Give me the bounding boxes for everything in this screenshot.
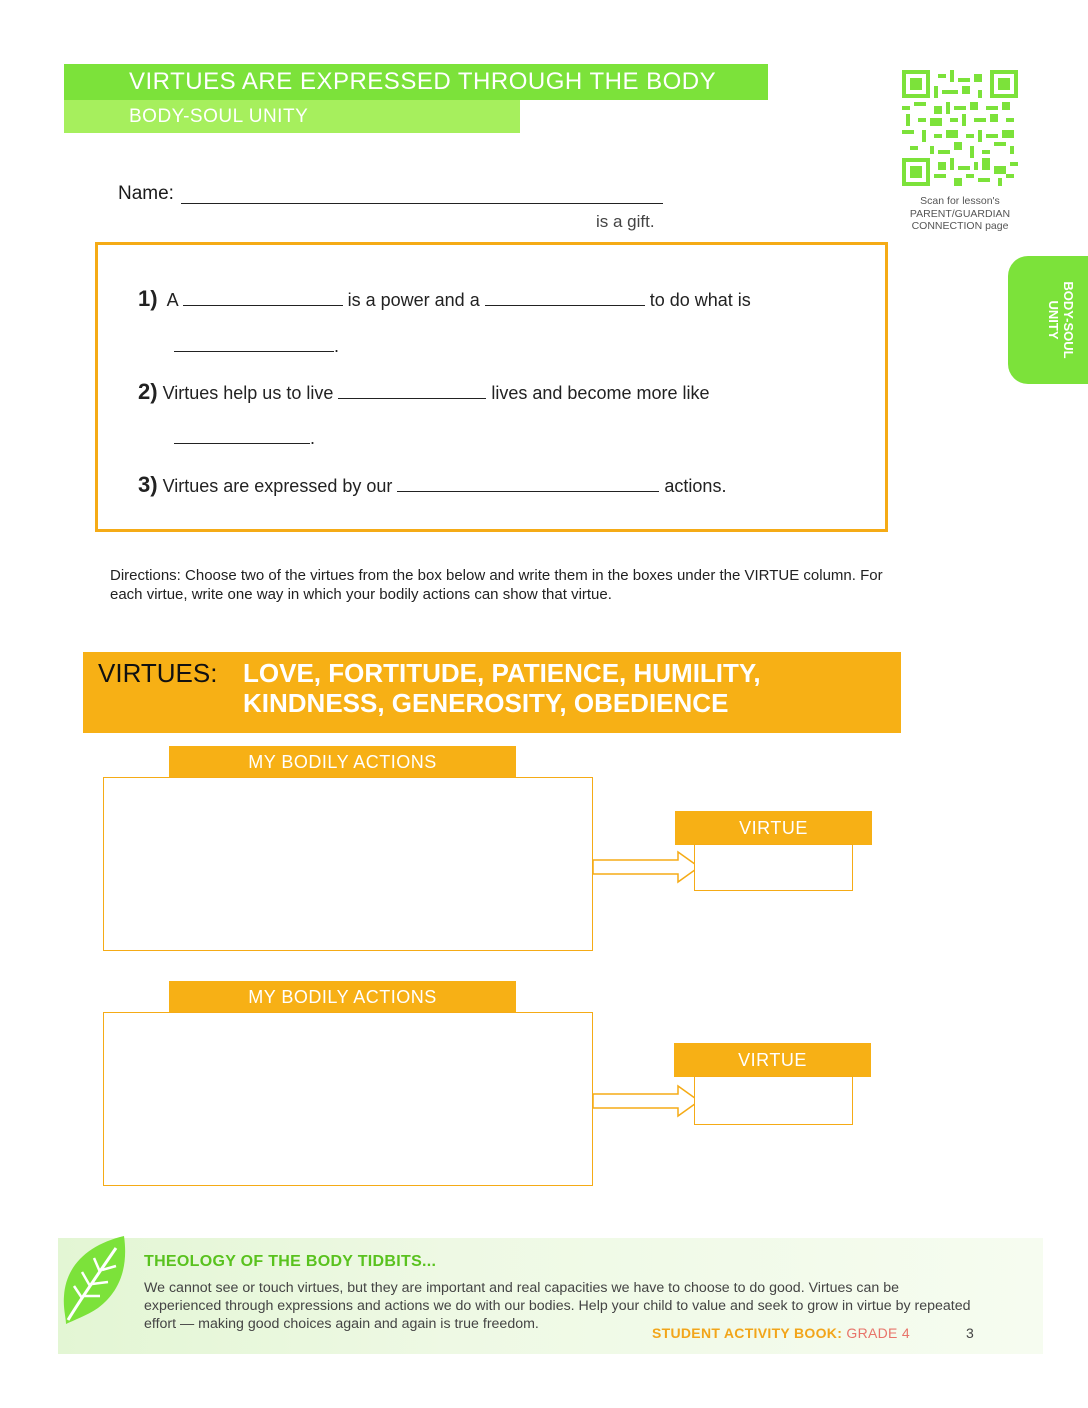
name-label: Name:: [118, 183, 174, 204]
page-number: 3: [966, 1325, 974, 1341]
page-subtitle: BODY-SOUL UNITY: [64, 100, 520, 133]
qr-caption: Scan for lesson's PARENT/GUARDIAN CONNECTION page: [909, 195, 1011, 232]
qr-code-icon[interactable]: [902, 70, 1018, 186]
virtue-box-1[interactable]: [694, 844, 853, 891]
tidbits-title: THEOLOGY OF THE BODY TIDBITS...: [144, 1253, 437, 1270]
footer-book-label: STUDENT ACTIVITY BOOK: GRADE 4: [652, 1325, 910, 1341]
actions-header-2: MY BODILY ACTIONS: [169, 981, 516, 1013]
arrow-right-icon: [592, 850, 702, 884]
actions-header-1: MY BODILY ACTIONS: [169, 746, 516, 778]
blank-2b[interactable]: [174, 429, 310, 444]
name-field[interactable]: [181, 203, 663, 204]
virtues-list: LOVE, FORTITUDE, PATIENCE, HUMILITY, KINDNESS, GENEROSITY, OBEDIENCE: [243, 658, 761, 718]
blank-1b[interactable]: [485, 291, 645, 306]
leaf-icon: [60, 1234, 130, 1326]
blank-2a[interactable]: [338, 384, 486, 399]
question-1: 1) A is a power and a to do what is: [138, 286, 751, 311]
side-tab-line1: BODY-SOUL: [1061, 281, 1076, 359]
directions-text: Directions: Choose two of the virtues from the box below and write them in the boxes under the VIRTUE column. For each virtue, write one way in which your bodily actions can show that virtue.: [110, 567, 883, 603]
page-title: VIRTUES ARE EXPRESSED THROUGH THE BODY: [64, 64, 768, 100]
actions-box-2[interactable]: [103, 1012, 593, 1186]
arrow-right-icon: [592, 1084, 702, 1118]
actions-box-1[interactable]: [103, 777, 593, 951]
question-1-continued: .: [174, 336, 339, 357]
virtue-box-2[interactable]: [694, 1076, 853, 1125]
question-2: 2) Virtues help us to live lives and become more like: [138, 379, 710, 404]
side-tab-line2: UNITY: [1046, 300, 1061, 340]
virtues-bar: [83, 652, 901, 733]
blank-1c[interactable]: [174, 337, 334, 352]
virtue-header-1: VIRTUE: [675, 811, 872, 845]
section-side-tab: [1008, 256, 1088, 384]
tidbits-text: We cannot see or touch virtues, but they are important and real capacities we have to choose to do good. Virtues can be experienced through expressions and actions we do with our bodies. Help your child to value and seek to grow in virtue by repeated effort — making good choices again and again is true freedom.: [144, 1280, 971, 1332]
blank-3a[interactable]: [397, 477, 659, 492]
virtue-header-2: VIRTUE: [674, 1043, 871, 1077]
blank-1a[interactable]: [183, 291, 343, 306]
virtues-label: VIRTUES:: [98, 658, 218, 688]
gift-text: is a gift.: [596, 212, 655, 231]
question-3: 3) Virtues are expressed by our actions.: [138, 472, 727, 497]
question-2-continued: .: [174, 428, 315, 449]
